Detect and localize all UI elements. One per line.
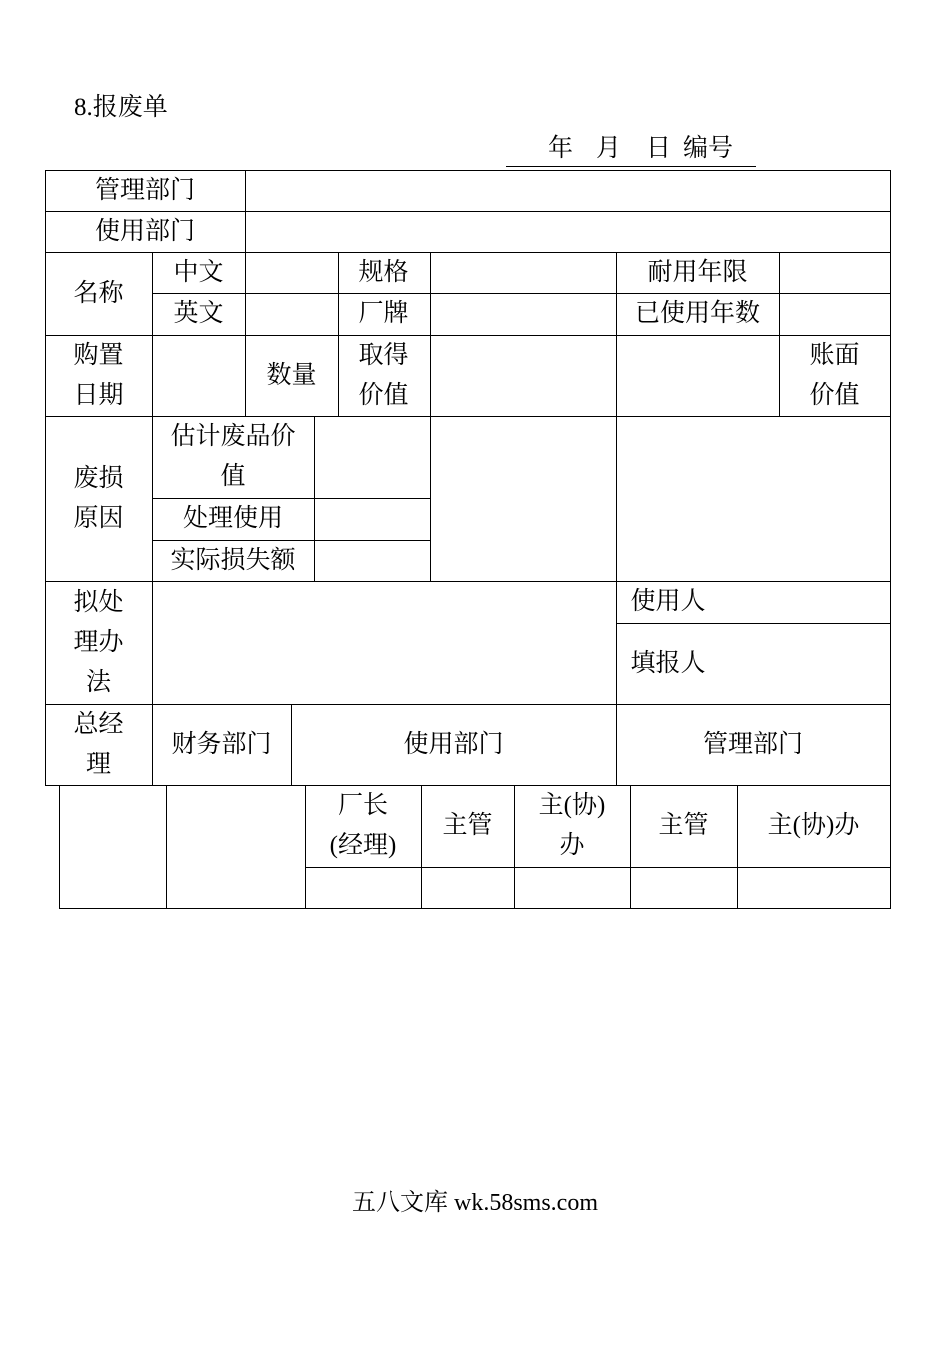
serial-number-label: 编号 — [683, 135, 734, 162]
use-dept-label: 使用部门 — [45, 211, 246, 253]
damage-reason-label: 废损 原因 — [45, 416, 153, 582]
used-years-field[interactable] — [779, 293, 891, 336]
mgmt-supervisor-label: 主管 — [630, 785, 738, 868]
est-scrap-value-label: 估计废品价 值 — [152, 416, 315, 499]
mgmt-co-handler-label: 主(协)办 — [737, 785, 891, 868]
date-month-label: 月 — [596, 135, 622, 162]
date-year-label: 年 — [548, 135, 574, 162]
damage-remark-field[interactable] — [616, 416, 891, 582]
actual-loss-field[interactable] — [314, 540, 431, 582]
actual-loss-label: 实际损失额 — [152, 540, 315, 582]
mgmt-co-handler-sign-field[interactable] — [737, 867, 891, 909]
acquire-value-field[interactable] — [430, 335, 617, 417]
book-value-label: 账面 价值 — [779, 335, 891, 417]
sign-use-dept-label: 使用部门 — [291, 704, 617, 786]
date-number-line — [506, 132, 756, 167]
footer-watermark: 五八文库 wk.58sms.com — [352, 1190, 598, 1216]
use-co-handler-sign-field[interactable] — [514, 867, 631, 909]
english-label: 英文 — [152, 293, 246, 336]
durable-years-label: 耐用年限 — [616, 252, 780, 294]
handling-use-field[interactable] — [314, 498, 431, 541]
mgmt-supervisor-sign-field[interactable] — [630, 867, 738, 909]
sign-mgmt-dept-label: 管理部门 — [616, 704, 891, 786]
handling-use-label: 处理使用 — [152, 498, 315, 541]
acquire-value-label: 取得 价值 — [338, 335, 431, 417]
purchase-date-field[interactable] — [152, 335, 246, 417]
used-years-label: 已使用年数 — [616, 293, 780, 336]
factory-manager-label: 厂长 (经理) — [305, 785, 422, 868]
form-title: 8.报废单 — [74, 94, 168, 121]
quantity-label: 数量 — [245, 335, 339, 417]
use-supervisor-label: 主管 — [421, 785, 515, 868]
proposed-method-label: 拟处 理办 法 — [45, 581, 153, 705]
est-scrap-value-field[interactable] — [314, 416, 431, 499]
factory-manager-sign-field[interactable] — [305, 867, 422, 909]
book-value-field[interactable] — [616, 335, 780, 417]
durable-years-field[interactable] — [779, 252, 891, 294]
date-day-label: 日 — [646, 135, 672, 162]
finance-dept-label: 财务部门 — [152, 704, 292, 786]
spec-field[interactable] — [430, 252, 617, 294]
mgmt-dept-field[interactable] — [245, 170, 891, 212]
use-dept-field[interactable] — [245, 211, 891, 253]
english-name-field[interactable] — [245, 293, 339, 336]
brand-field[interactable] — [430, 293, 617, 336]
mgmt-dept-label: 管理部门 — [45, 170, 246, 212]
finance-sign-field[interactable] — [166, 785, 306, 909]
damage-detail-field[interactable] — [430, 416, 617, 582]
user-label: 使用人 — [616, 581, 891, 624]
use-co-handler-label: 主(协) 办 — [514, 785, 631, 868]
general-manager-sign-field[interactable] — [59, 785, 167, 909]
chinese-name-field[interactable] — [245, 252, 339, 294]
use-supervisor-sign-field[interactable] — [421, 867, 515, 909]
chinese-label: 中文 — [152, 252, 246, 294]
reporter-label: 填报人 — [616, 623, 891, 705]
purchase-date-label: 购置 日期 — [45, 335, 153, 417]
brand-label: 厂牌 — [338, 293, 431, 336]
general-manager-label: 总经 理 — [45, 704, 153, 786]
spec-label: 规格 — [338, 252, 431, 294]
proposed-method-field[interactable] — [152, 581, 617, 705]
name-label: 名称 — [45, 252, 153, 336]
